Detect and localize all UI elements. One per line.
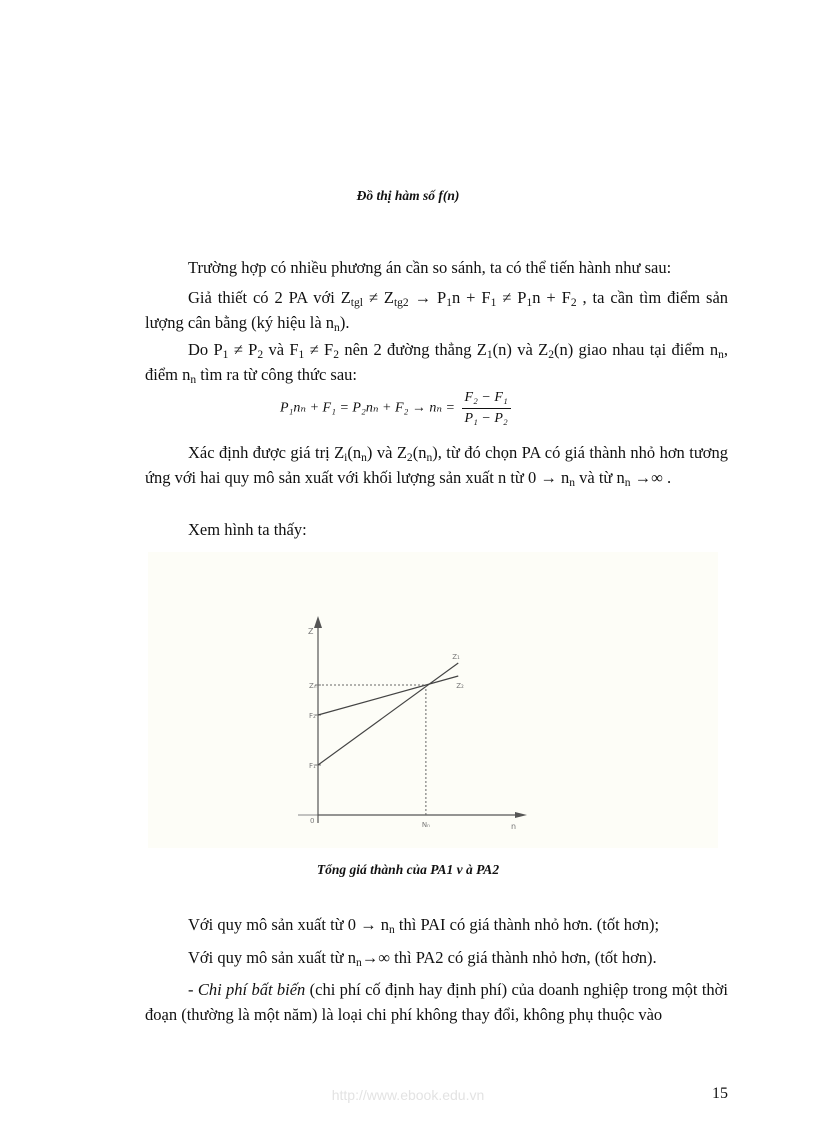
series-line-2 <box>318 676 458 715</box>
series-label-2: Z₂ <box>456 682 464 690</box>
series-line-1 <box>318 663 458 765</box>
intersection-y-label: Zₙ <box>309 682 317 690</box>
paragraph-see-figure: Xem hình ta thấy: <box>188 520 307 539</box>
formula-numerator: F₂ − F₁ <box>462 390 511 409</box>
intercept-label-f2: F₂ <box>309 712 316 720</box>
footer-url: http://www.ebook.edu.vn <box>331 1087 485 1103</box>
y-axis-arrow <box>314 616 322 628</box>
origin-label: 0 <box>310 817 315 825</box>
paragraph-scale-small: Với quy mô sản xuất từ $0 \to n_n$ thì PAI có giá thành nhỏ hơn. (tốt hơn); <box>188 915 660 936</box>
graph-caption: Đồ thị hàm số f(n) <box>356 188 460 203</box>
intercept-label-f1: F₁ <box>309 762 316 770</box>
series-label-1: Z₁ <box>452 653 460 661</box>
formula-left: P₁nₙ + F₁ = P₂nₙ + F₂ → nₙ = <box>280 400 455 416</box>
y-axis-label: Z <box>308 627 314 636</box>
paragraph-scale-large: Với quy mô sản xuất từ $n_n\to\infty$ thì PA2 có giá thành nhỏ hơn, (tốt hơn). <box>188 948 657 969</box>
x-axis-arrow <box>515 812 527 818</box>
figure-caption: Tổng giá thành của PA1 v à PA2 <box>316 862 500 877</box>
paragraph-determine: Xác định được giá trị $Z_i(n_n)$ và $Z_2(n_n)$, từ đó chọn PA có giá thành nhỏ hơn tương ứng với hai quy mô sản xuất với khối lượng sản xuất n từ $0 \to n_n$ và từ $n_n$ →∞ . <box>145 443 728 489</box>
paragraph-assumption: Giả thiết có 2 PA với $Z_{tgl} \ne Z_{tg2} \to P_1n + F_1 \ne P_1n + F_2$ , ta cần tìm điểm sản lượng cân bằng (ký hiệu là $n_n$). <box>145 288 729 334</box>
formula-denominator: P₁ − P₂ <box>464 411 508 426</box>
paragraph-fixed-cost: - Chi phí bất biến (chi phí cố định hay định phí) của doanh nghiệp trong một thời đoạn (thường là một năm) là loại chi phí không thay đổi, không phụ thuộc vào <box>145 980 728 1024</box>
paragraph-intersection: Do $P_1 \ne P_2$ và $F_1 \ne F_2$ nên 2 đường thẳng $Z_1(n)$ và $Z_2(n)$ giao nhau tại điểm $n_n$, điểm $n_n$ tìm ra từ công thức sau: <box>145 340 728 386</box>
x-axis-label: n <box>511 822 517 831</box>
page-number: 15 <box>712 1085 728 1102</box>
intersection-x-label: Nₙ <box>421 821 430 829</box>
paragraph-intro: Trường hợp có nhiều phương án cần so sánh, ta có thể tiến hành như sau: <box>188 258 672 277</box>
